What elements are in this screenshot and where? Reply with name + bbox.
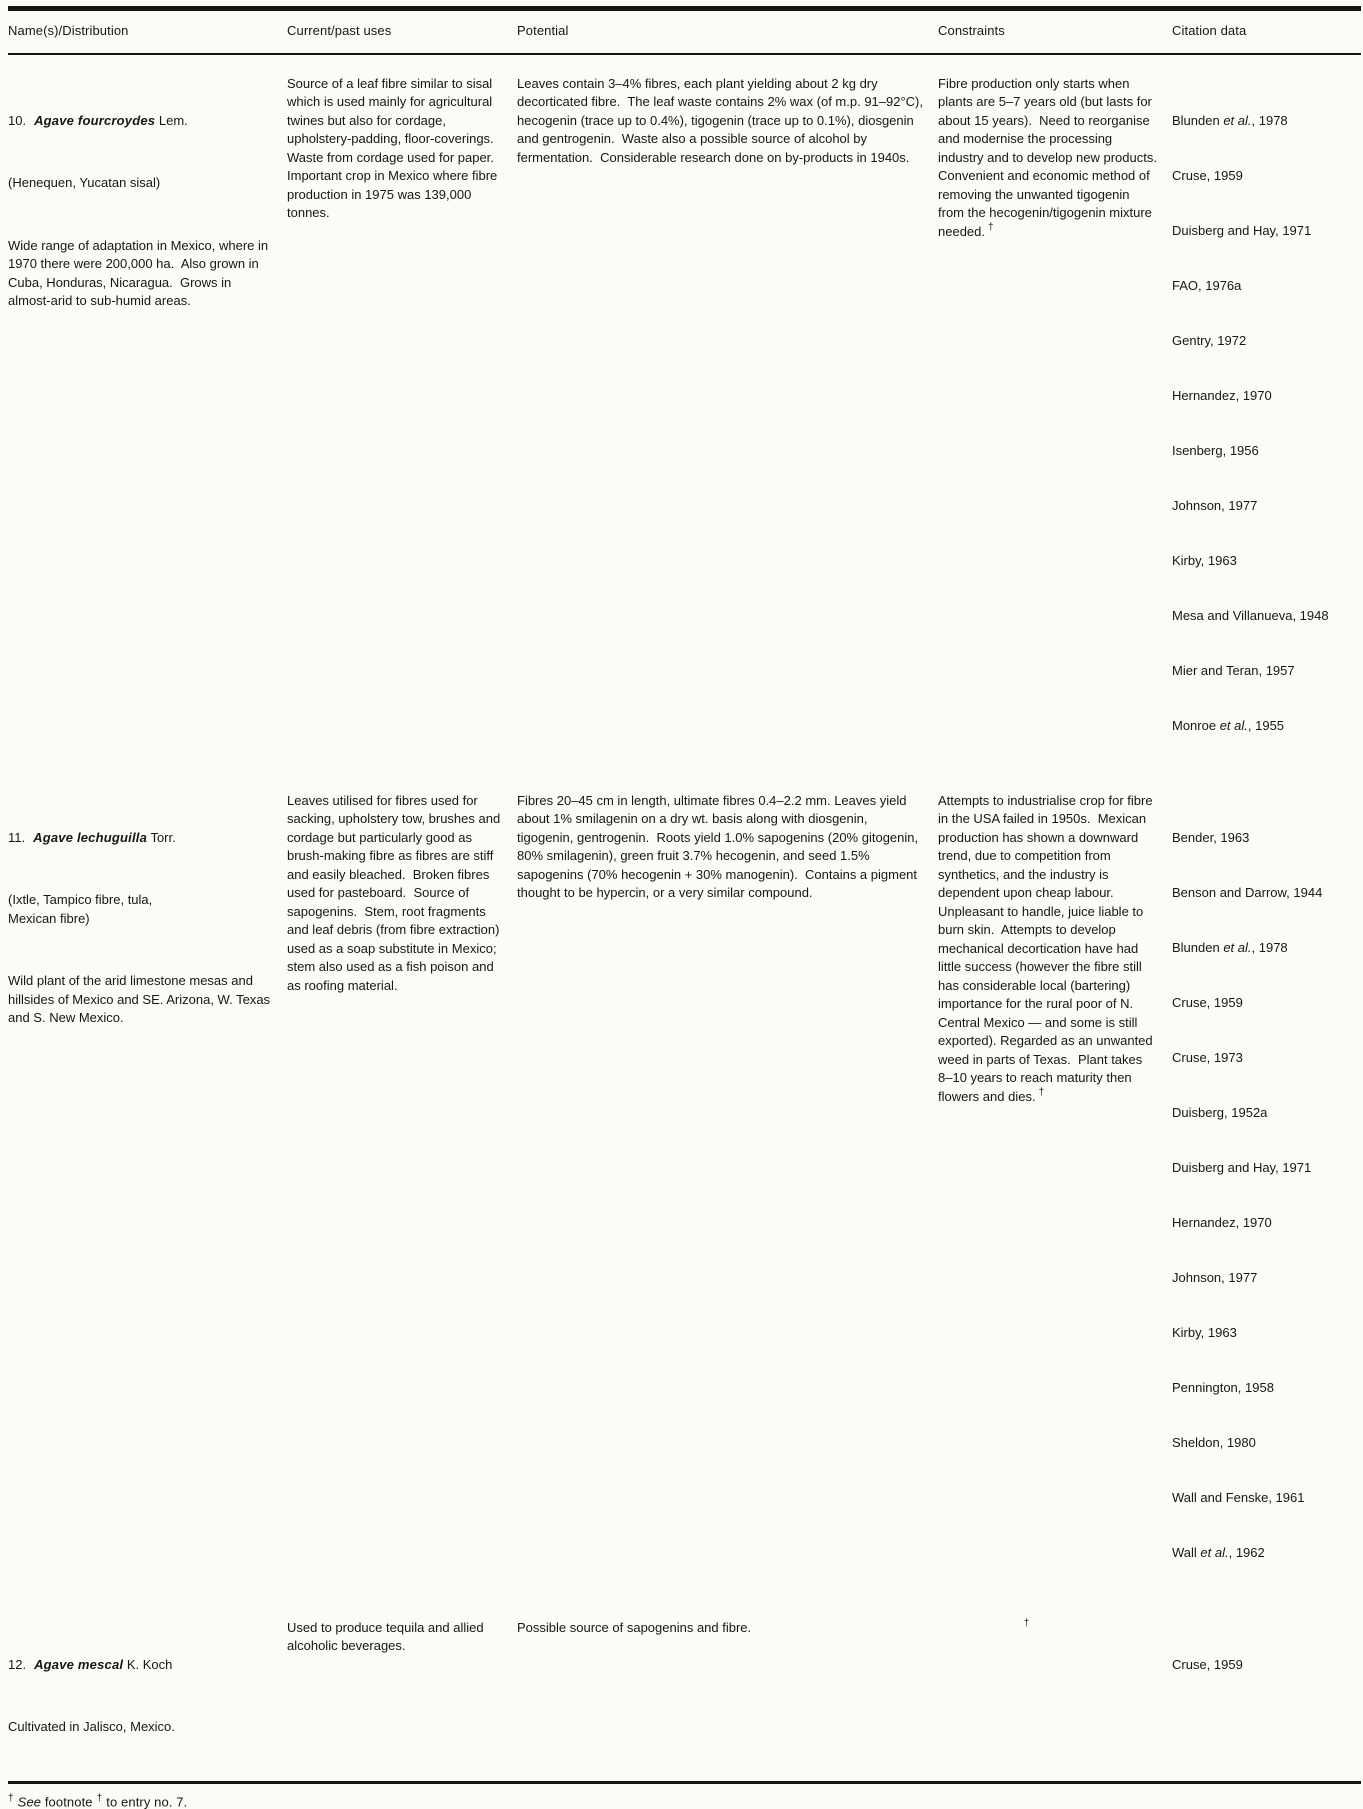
citation-item: Wall et al., 1962 (1172, 1544, 1265, 1560)
species-name: Agave lechuguilla (33, 829, 148, 845)
common-names: (Ixtle, Tampico fibre, tula, Mexican fibre) (8, 892, 153, 926)
citation-item: Johnson, 1977 (1172, 497, 1258, 513)
table-row-entry-11 (8, 772, 1363, 1599)
column-header-uses: Current/past uses (287, 23, 392, 38)
species-line (8, 1656, 273, 1675)
citation-item: Duisberg and Hay, 1971 (1172, 222, 1312, 238)
potential-cell: Leaves contain 3–4% fibres, each plant yielding about 2 kg dry decorticated fibre. The leaf waste contains 2% wax (of m.p. 91–92°C), hecogenin (trace up to 0.4%), tigogenin (trace up to 0.1%), diosgenin and gentrogenin. Waste also a possible source of alcohol by fermentation. Considerable research done on by-products in 1940s. (517, 75, 927, 165)
citation-item: Benson and Darrow, 1944 (1172, 884, 1323, 900)
species-name: Agave fourcroydes (34, 112, 156, 128)
citation-item: Cruse, 1973 (1172, 1049, 1243, 1065)
species-line (8, 829, 273, 848)
column-header-potential: Potential (517, 23, 569, 38)
citation-item: Cruse, 1959 (1172, 1656, 1243, 1672)
constraints-text: Fibre production only starts when plants are 5–7 years old (but lasts for about 15 years). Need to reorganise and modernise the processing industry and to develop new products. Convenient and economic method of removing the unwanted tigogenin from the hecogenin/tigogenin mixture needed. (938, 75, 1165, 239)
table-header (8, 11, 1363, 53)
uses-cell: Leaves utilised for fibres used for sacking, upholstery tow, brushes and cordage but particularly good as brush-making fibre as fibres are stiff and easily bleached. Broken fibres used for pasteboard. Source of sapogenins. Stem, root fragments and leaf debris (from fibre extraction) used as a soap substitute in Mexico; stem also used as a fish poison and as roofing material. (287, 792, 504, 993)
bottom-rule (8, 1781, 1361, 1784)
citation-item: Isenberg, 1956 (1172, 442, 1259, 458)
citation-item: Cruse, 1959 (1172, 994, 1243, 1010)
citation-item: Wall and Fenske, 1961 (1172, 1489, 1305, 1505)
dagger-mark: † (988, 222, 994, 234)
citation-item: Gentry, 1972 (1172, 332, 1247, 348)
footnote-mid: footnote (44, 1793, 93, 1809)
constraints-cell (938, 1619, 1172, 1781)
constraints-cell (938, 75, 1172, 772)
citation-item: Cruse, 1959 (1172, 167, 1243, 183)
citation-item: Monroe et al., 1955 (1172, 717, 1285, 733)
entry-number: 12. (8, 1656, 27, 1672)
citation-item: Blunden et al., 1978 (1172, 939, 1288, 955)
citations-cell (1172, 792, 1363, 1599)
constraints-text: Attempts to industrialise crop for fibre in the USA failed in 1950s. Mexican production has shown a downward trend, due to competition from synthetics, and the industry is dependent upon cheap labour. Unpleasant to handle, juice liable to burn skin. Attempts to develop mechanical decortication have had little success (however the fibre still has considerable local (bartering) importance for the rural poor of N. Central Mexico — and some is still exported). Regarded as an unwanted weed in parts of Texas. Plant takes 8–10 years to reach maturity then flowers and dies. (938, 792, 1157, 1104)
constraints-cell (938, 792, 1172, 1599)
citations-cell (1172, 75, 1363, 772)
entry-number: 11. (8, 829, 26, 845)
footnote-tail: to entry no. 7. (106, 1793, 188, 1809)
species-name: Agave mescal (34, 1656, 124, 1672)
distribution-text: Wide range of adaptation in Mexico, where in 1970 there were 200,000 ha. Also grown in Cuba, Honduras, Nicaragua. Grows in almost-arid to sub-humid areas. (8, 237, 272, 308)
table-row-entry-12 (8, 1599, 1363, 1781)
citation-item: Kirby, 1963 (1172, 552, 1237, 568)
uses-cell: Used to produce tequila and allied alcoholic beverages. (287, 1619, 488, 1653)
column-header-names: Name(s)/Distribution (8, 23, 129, 38)
citation-item: Hernandez, 1970 (1172, 1214, 1272, 1230)
citation-item: Hernandez, 1970 (1172, 387, 1272, 403)
citation-item: Duisberg and Hay, 1971 (1172, 1159, 1312, 1175)
citations-cell (1172, 1619, 1363, 1781)
dagger-mark: † (8, 1792, 14, 1804)
common-names: (Henequen, Yucatan sisal) (8, 175, 161, 190)
citation-item: Blunden et al., 1978 (1172, 112, 1288, 128)
name-distribution-cell (8, 75, 287, 772)
species-authority: Torr. (150, 829, 176, 845)
species-authority: K. Koch (126, 1656, 173, 1672)
species-line (8, 112, 273, 131)
distribution-text: Wild plant of the arid limestone mesas and hillsides of Mexico and SE. Arizona, W. Texas and S. New Mexico. (8, 973, 274, 1025)
column-header-citations: Citation data (1172, 23, 1247, 38)
potential-cell: Fibres 20–45 cm in length, ultimate fibres 0.4–2.2 mm. Leaves yield about 1% smilagenin on a dry wt. basis along with diosgenin, tigogenin, gentrogenin. Roots yield 1.0% sapogenins (20% gitogenin, 80% smilagenin), green fruit 3.7% hecogenin, and seed 1.5% sapogenins (70% hecogenin + 30% manogenin). Contains a pigment thought to be hypercin, or a very similar compound. (517, 792, 922, 900)
species-authority: Lem. (158, 112, 188, 128)
citation-item: Kirby, 1963 (1172, 1324, 1237, 1340)
citation-item: Pennington, 1958 (1172, 1379, 1274, 1395)
uses-cell: Source of a leaf fibre similar to sisal which is used mainly for agricultural twines but also for cordage, upholstery-padding, floor-coverings. Waste from cordage used for paper. Important crop in Mexico where fibre production in 1975 was 139,000 tonnes. (287, 75, 502, 220)
citation-item: FAO, 1976a (1172, 277, 1242, 293)
citation-item: Bender, 1963 (1172, 829, 1250, 845)
citation-item: Sheldon, 1980 (1172, 1434, 1256, 1450)
potential-cell: Possible source of sapogenins and fibre. (517, 1619, 752, 1635)
citation-item: Johnson, 1977 (1172, 1269, 1258, 1285)
distribution-text: Cultivated in Jalisco, Mexico. (8, 1719, 175, 1734)
citation-item: Duisberg, 1952a (1172, 1104, 1268, 1120)
footnote (8, 1793, 1363, 1809)
name-distribution-cell (8, 792, 287, 1599)
column-header-constraints: Constraints (938, 23, 1005, 38)
name-distribution-cell (8, 1619, 287, 1781)
citation-item: Mier and Teran, 1957 (1172, 662, 1295, 678)
entry-number: 10. (8, 112, 27, 128)
dagger-mark: † (96, 1792, 103, 1804)
dagger-mark: † (1023, 1618, 1030, 1630)
dagger-mark: † (1038, 1087, 1045, 1099)
footnote-see: See (17, 1793, 42, 1809)
citation-item: Mesa and Villanueva, 1948 (1172, 607, 1329, 623)
table-row-entry-10 (8, 55, 1363, 772)
